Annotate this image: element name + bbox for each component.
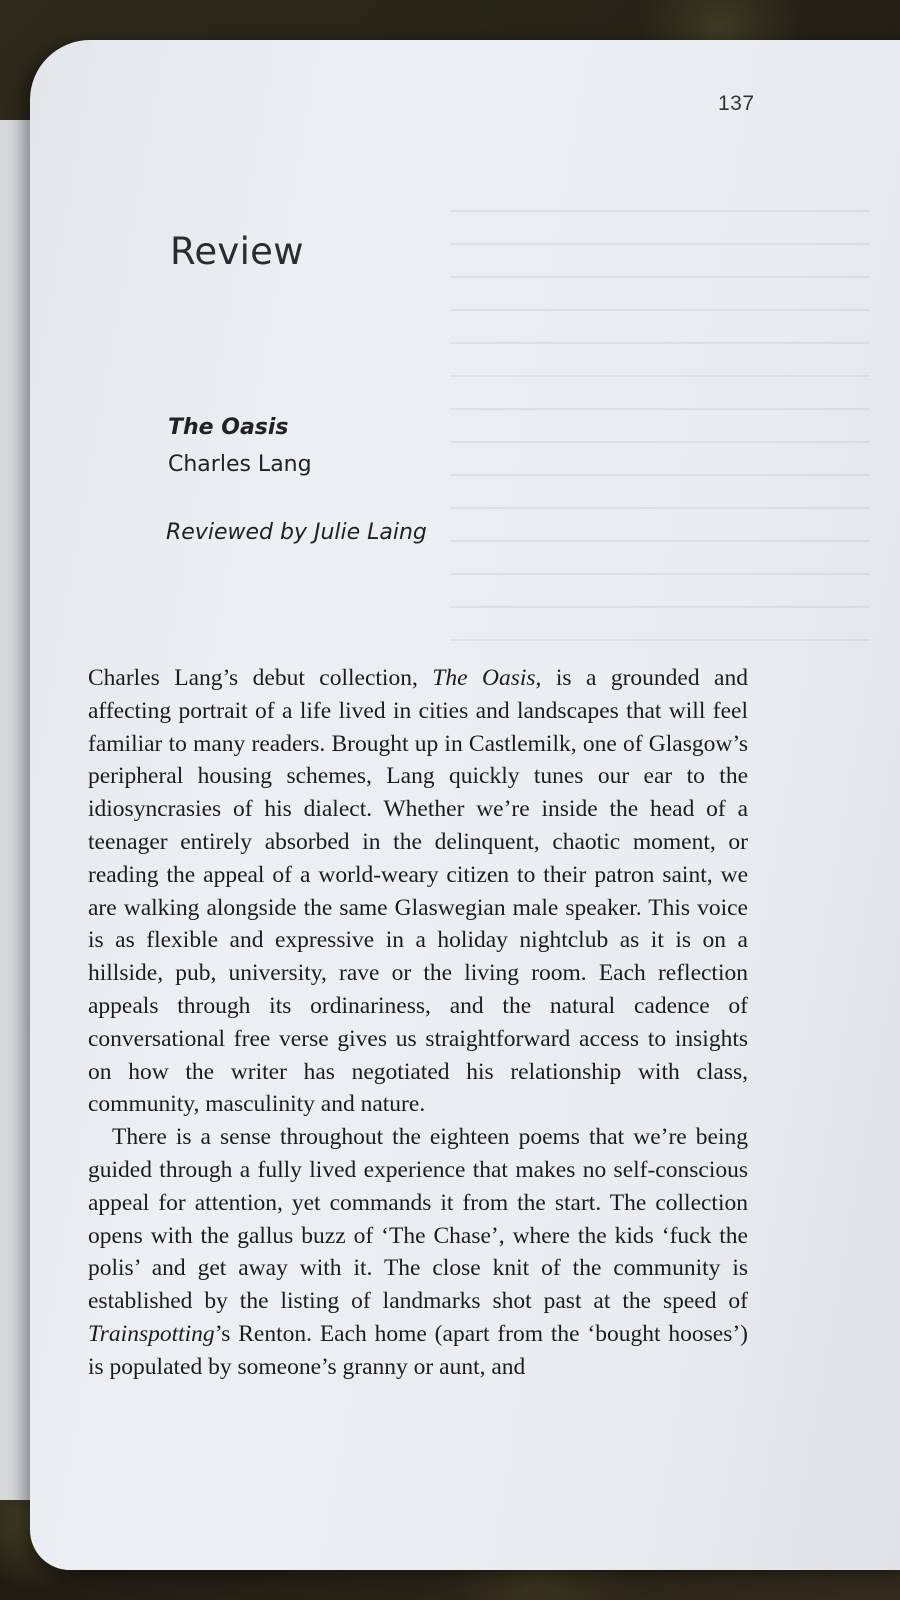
paragraph-1-book-title: The Oasis (432, 665, 536, 691)
paragraph-2-film-title: Trainspotting (88, 1320, 215, 1347)
section-title: Review (170, 230, 304, 273)
book-page (30, 40, 900, 1570)
paragraph-1 (88, 662, 748, 1121)
paragraph-2 (88, 1121, 748, 1383)
review-body (88, 662, 748, 1384)
reviewer-byline: Reviewed by Julie Laing (166, 520, 427, 545)
paragraph-1-lead: Charles Lang’s debut collection, (88, 665, 433, 691)
paragraph-2-rest: ’s Renton. Each home (apart from the ‘bought hooses’) is populated by someone’s granny or aunt, and (88, 1320, 748, 1380)
book-title: The Oasis (168, 415, 289, 440)
page-number: 137 (718, 92, 755, 115)
bleed-through-shadow (450, 210, 870, 650)
book-author: Charles Lang (168, 452, 312, 477)
paragraph-1-rest: , is a grounded and affecting portrait of a life lived in cities and landscapes that will feel familiar to many readers. Brought up in Castlemilk, one of Glasgow’s peripheral housing schemes, Lang quickly tunes our ear to the idiosyncrasies of his dialect. Whether we’re inside the head of a teenager entirely absorbed in the delinquent, chaotic moment, or reading the appeal of a world-weary citizen to their patron saint, we are walking alongside the same Glaswegian male speaker. This voice is as flexible and expressive in a holiday nightclub as it is on a hillside, pub, university, rave or the living room. Each reflection appeals through its ordinariness, and the natural cadence of conversational free verse gives us straightforward access to insights on how the writer has negotiated his relationship with class, community, masculinity and nature. (88, 665, 748, 1118)
paragraph-2-lead: There is a sense throughout the eighteen poems that we’re being guided through a fully lived experience that makes no self-conscious appeal for attention, yet commands it from the start. The collection opens with the gallus buzz of ‘The Chase’, where the kids ‘fuck the polis’ and get away with it. The close knit of the community is established by the listing of landmarks shot past at the speed of (88, 1124, 748, 1315)
